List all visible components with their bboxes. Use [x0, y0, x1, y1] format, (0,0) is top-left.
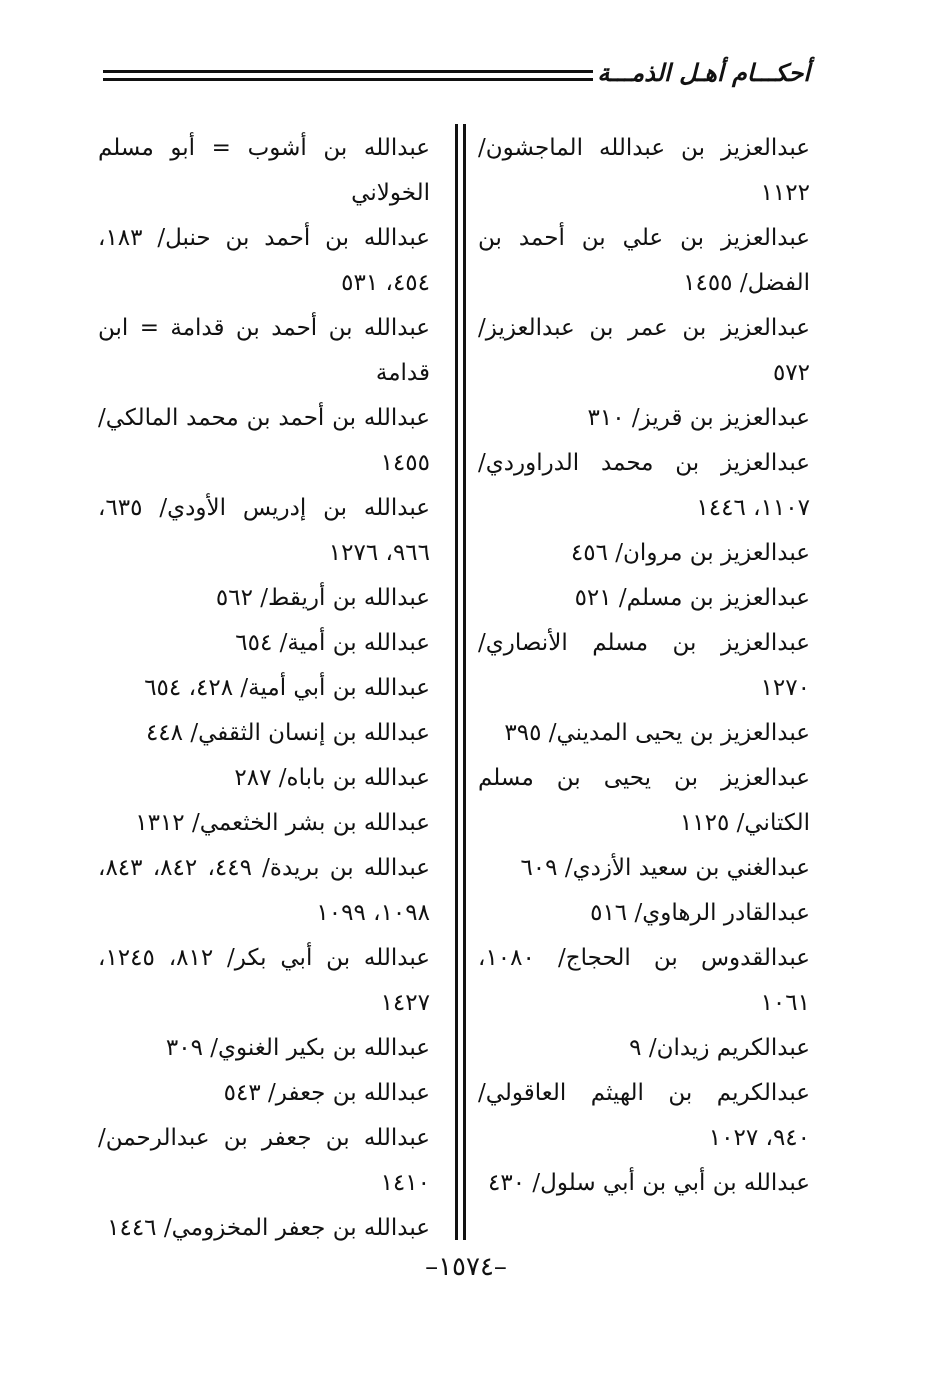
- index-entry: عبدالله بن بكير الغنوي/ ٣٠٩: [165, 1035, 430, 1061]
- index-entry: عبدالله بن أشوب = أبو مسلم الخولاني: [98, 135, 430, 206]
- index-entry: عبدالقدوس بن الحجاج/ ١٠٨٠، ١٠٦١: [478, 945, 810, 1016]
- index-column-left: [98, 126, 430, 1251]
- index-entry: عبدالعزيز بن محمد الدراوردي/ ١١٠٧، ١٤٤٦: [478, 450, 810, 521]
- index-entry: عبدالعزيز بن مسلم الأنصاري/ ١٢٧٠: [478, 630, 810, 701]
- index-entry: عبدالله بن إنسان الثقفي/ ٤٤٨: [145, 720, 430, 746]
- index-entry: عبدالله بن جعفر/ ٥٤٣: [223, 1080, 430, 1106]
- index-entry: عبدالله بن أمية/ ٦٥٤: [235, 630, 430, 656]
- index-entry: عبدالله بن أبي أمية/ ٤٢٨، ٦٥٤: [144, 675, 430, 701]
- index-entry: عبدالله بن أحمد بن حنبل/ ١٨٣، ٤٥٤، ٥٣١: [98, 225, 430, 296]
- index-entry: عبدالكريم بن الهيثم العاقولي/ ٩٤٠، ١٠٢٧: [478, 1080, 810, 1151]
- index-entry: عبدالعزيز بن مروان/ ٤٥٦: [570, 540, 810, 566]
- index-entry: عبدالله بن باباه/ ٢٨٧: [234, 765, 430, 791]
- index-column-right: [478, 126, 810, 1206]
- index-entry: عبدالله بن بشر الخثعمي/ ١٣١٢: [135, 810, 430, 836]
- column-divider-line: [455, 124, 458, 1240]
- index-entry: عبدالكريم زيدان/ ٩: [629, 1035, 810, 1061]
- index-entry: عبدالله بن أبي بن أبي سلول/ ٤٣٠: [488, 1170, 810, 1196]
- index-entry: عبدالله بن أحمد بن قدامة = ابن قدامة: [98, 315, 430, 386]
- index-entry: عبدالعزيز بن يحيى المديني/ ٣٩٥: [504, 720, 810, 746]
- index-entry: عبدالله بن أحمد بن محمد المالكي/ ١٤٥٥: [98, 405, 430, 476]
- index-entry: عبدالله بن جعفر المخزومي/ ١٤٤٦: [107, 1215, 430, 1241]
- running-header-title: أحكـــام أهـل الذمـــة: [597, 58, 810, 87]
- index-entry: عبدالله بن أبي بكر/ ٨١٢، ١٢٤٥، ١٤٢٧: [98, 945, 431, 1016]
- column-divider-line: [463, 124, 466, 1240]
- header-rule-top: [103, 70, 593, 73]
- index-entry: عبدالغني بن سعيد الأزدي/ ٦٠٩: [520, 855, 810, 881]
- page-number: –١٥٧٤–: [425, 1252, 507, 1282]
- index-entry: عبدالله بن أريقط/ ٥٦٢: [215, 585, 430, 611]
- index-entry: عبدالعزيز بن مسلم/ ٥٢١: [574, 585, 810, 611]
- index-entry: عبدالعزيز بن قريز/ ٣١٠: [587, 405, 810, 431]
- index-entry: عبدالعزيز بن عبدالله الماجشون/ ١١٢٢: [478, 135, 810, 206]
- header-rule-bottom: [103, 78, 593, 81]
- index-entry: عبدالله بن جعفر بن عبدالرحمن/ ١٤١٠: [98, 1125, 430, 1196]
- index-entry: عبدالقادر الرهاوي/ ٥١٦: [590, 900, 810, 926]
- index-entry: عبدالعزيز بن يحيى بن مسلم الكتاني/ ١١٢٥: [478, 765, 810, 836]
- index-entry: عبدالله بن إدريس الأودي/ ٦٣٥، ٩٦٦، ١٢٧٦: [98, 495, 430, 566]
- index-entry: عبدالعزيز بن علي بن أحمد بن الفضل/ ١٤٥٥: [478, 225, 810, 296]
- index-entry: عبدالله بن بريدة/ ٤٤٩، ٨٤٢، ٨٤٣، ١٠٩٨، ١٠٩٩: [98, 855, 430, 926]
- index-entry: عبدالعزيز بن عمر بن عبدالعزيز/ ٥٧٢: [478, 315, 810, 386]
